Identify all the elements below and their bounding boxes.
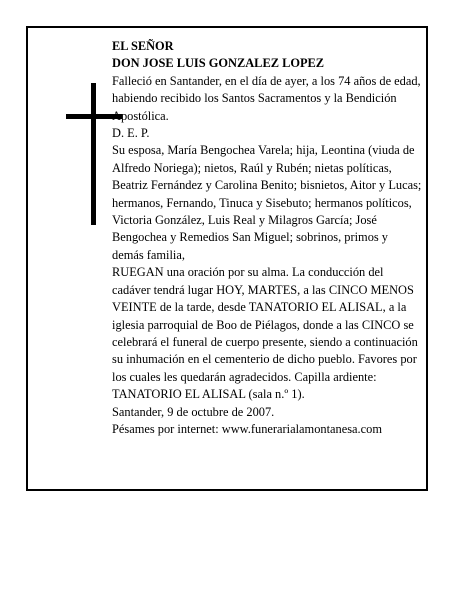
family-list: Su esposa, María Bengochea Varela; hija, Leontina (viuda de Alfredo Noriega); nietos, Raúl y Rubén; nietas políticas, Beatriz Fernández y Carolina Benito; bisnietos, Aitor y Lucas; hermanos, Fernando, Tinuca y Sisebuto; hermanos políticos, Victoria González, Luis Real y Milagros García; José Bengochea y Remedios San Miguel; sobrinos, primos y demás familia, — [112, 143, 422, 262]
service-details: RUEGAN una oración por su alma. La conducción del cadáver tendrá lugar HOY, MARTES, a las CINCO MENOS VEINTE de la tarde, desde TANATORIO EL ALISAL, a la iglesia parroquial de Boo de Piélagos, donde a las CINCO se celebrará el funeral de cuerpo presente, siendo a continuación su inhumación en el cementerio de dicho pueblo. Favores por los cuales les quedarán agradecidos. Capilla ardiente: TANATORIO EL ALISAL (sala n.º 1). — [112, 265, 418, 402]
deceased-name: DON JOSE LUIS GONZALEZ LOPEZ — [112, 56, 325, 71]
place-date: Santander, 9 de octubre de 2007. — [112, 404, 275, 419]
condolences-line: Pésames por internet: www.funerarialamontanesa.com — [112, 421, 382, 436]
rip-line: D. E. P. — [112, 126, 150, 141]
title-line-1: EL SEÑOR — [112, 39, 174, 53]
death-announcement: Falleció en Santander, en el día de ayer, a los 74 años de edad, habiendo recibido los Santos Sacramentos y la Bendición Apostólica. — [112, 73, 421, 123]
obituary-text — [112, 38, 422, 438]
cross-vertical-bar — [91, 83, 96, 225]
